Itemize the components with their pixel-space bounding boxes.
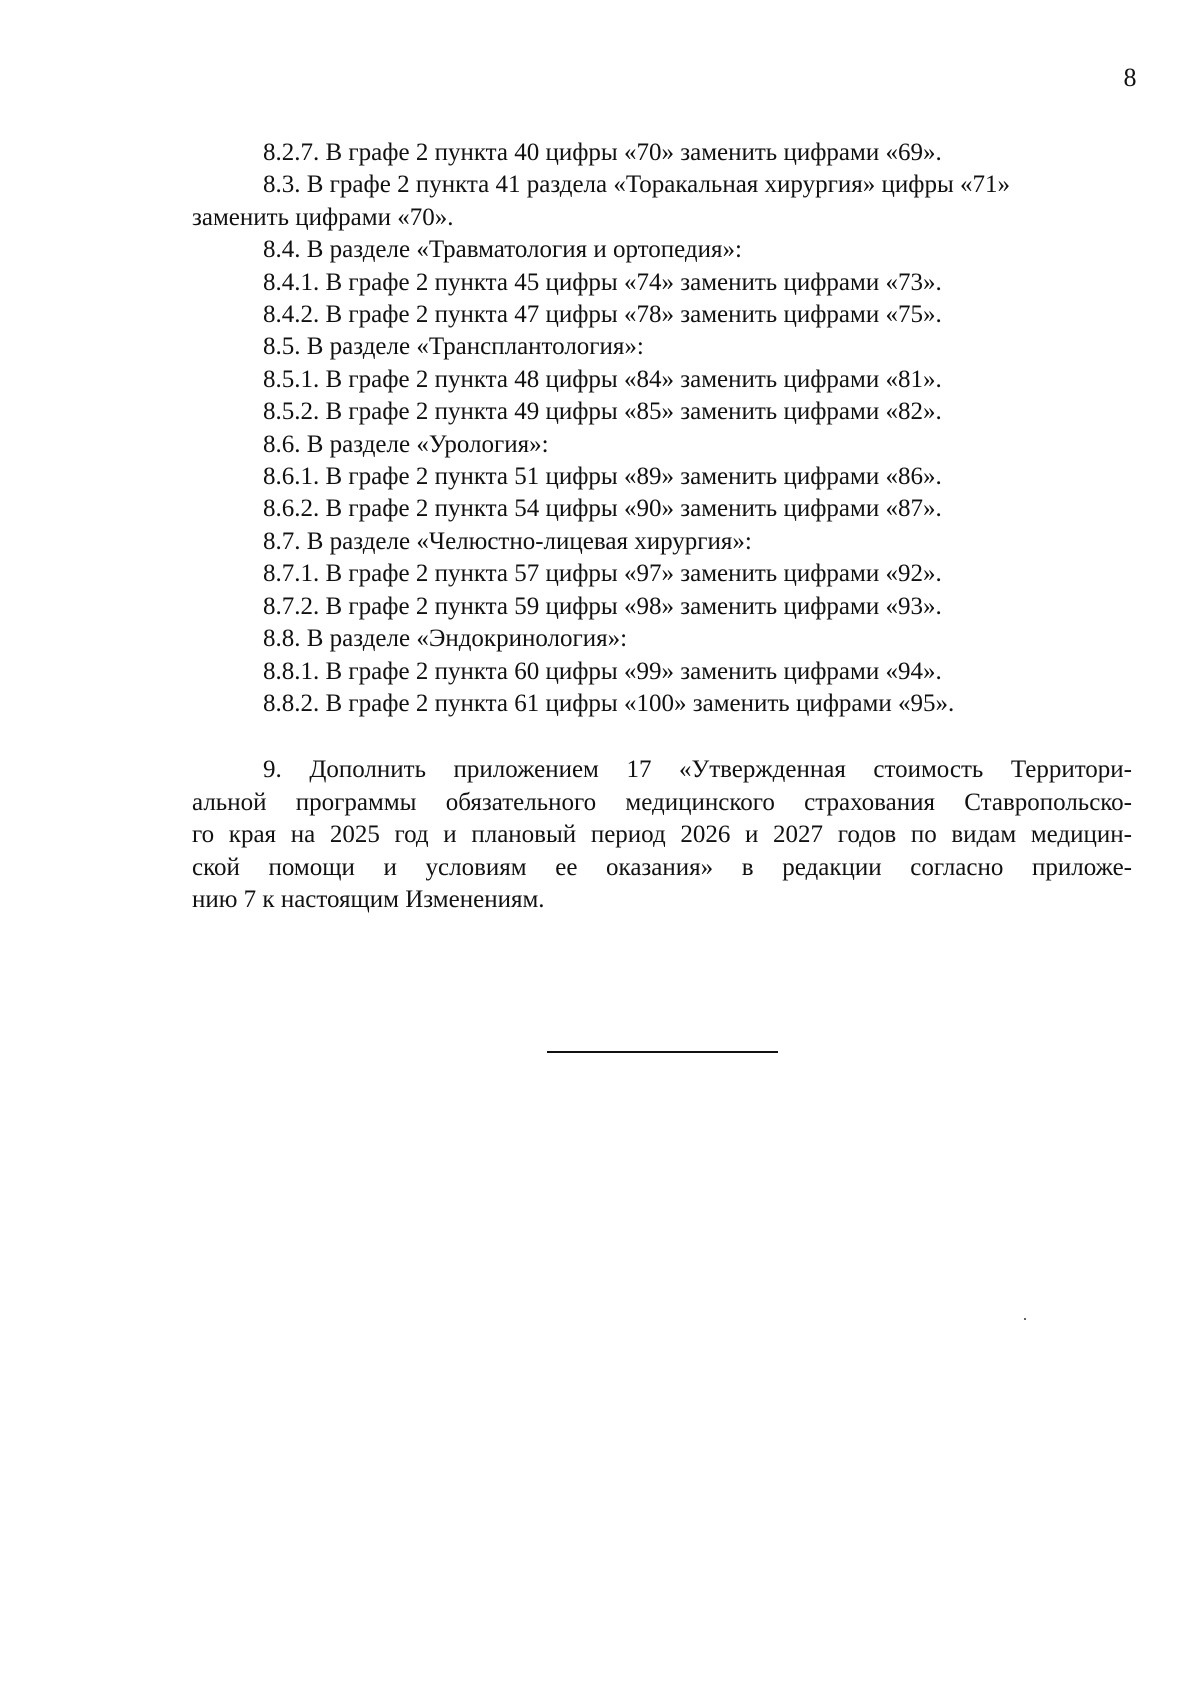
clause-8-7-heading: 8.7. В разделе «Челюстно-лицевая хирургия»: bbox=[263, 527, 752, 555]
clause-9-paragraph bbox=[192, 754, 1132, 916]
clause-8-5-heading: 8.5. В разделе «Трансплантология»: bbox=[263, 333, 644, 361]
document-body bbox=[192, 137, 1132, 916]
clause-8-4-2: 8.4.2. В графе 2 пункта 47 цифры «78» заменить цифрами «75». bbox=[263, 301, 942, 329]
clause-8-7-1: 8.7.1. В графе 2 пункта 57 цифры «97» заменить цифрами «92». bbox=[263, 560, 942, 588]
clause-9-line-3: го края на 2025 год и плановый период 2026 и 2027 годов по видам медицин- bbox=[192, 821, 1132, 849]
clause-9-line-1: 9. Дополнить приложением 17 «Утвержденная стоимость Территори- bbox=[263, 756, 1132, 784]
clause-8-4-heading: 8.4. В разделе «Травматология и ортопедия»: bbox=[263, 236, 742, 264]
clause-8-3-line-1: 8.3. В графе 2 пункта 41 раздела «Торакальная хирургия» цифры «71» bbox=[263, 171, 1010, 199]
scan-artifact-dot bbox=[1024, 1318, 1026, 1320]
clause-8-5-2: 8.5.2. В графе 2 пункта 49 цифры «85» заменить цифрами «82». bbox=[263, 398, 942, 426]
clause-8-7-2: 8.7.2. В графе 2 пункта 59 цифры «98» заменить цифрами «93». bbox=[263, 592, 942, 620]
clause-8-6-heading: 8.6. В разделе «Урология»: bbox=[263, 430, 549, 458]
clause-8-8-2: 8.8.2. В графе 2 пункта 61 цифры «100» заменить цифрами «95». bbox=[263, 689, 955, 717]
clause-8-8-1: 8.8.1. В графе 2 пункта 60 цифры «99» заменить цифрами «94». bbox=[263, 657, 942, 685]
clause-8-8-heading: 8.8. В разделе «Эндокринология»: bbox=[263, 625, 628, 653]
clause-9-line-5: нию 7 к настоящим Изменениям. bbox=[192, 885, 545, 913]
clause-8-4-1: 8.4.1. В графе 2 пункта 45 цифры «74» заменить цифрами «73». bbox=[263, 268, 942, 296]
clause-8-3-line-2: заменить цифрами «70». bbox=[192, 203, 454, 231]
clause-8-5-1: 8.5.1. В графе 2 пункта 48 цифры «84» заменить цифрами «81». bbox=[263, 365, 942, 393]
page-number: 8 bbox=[1123, 63, 1137, 92]
clause-9-line-4: ской помощи и условиям ее оказания» в редакции согласно приложе- bbox=[192, 853, 1132, 881]
clause-8-6-1: 8.6.1. В графе 2 пункта 51 цифры «89» заменить цифрами «86». bbox=[263, 463, 942, 491]
clause-8-6-2: 8.6.2. В графе 2 пункта 54 цифры «90» заменить цифрами «87». bbox=[263, 495, 942, 523]
closing-divider-line bbox=[547, 1051, 778, 1053]
clause-9-line-2: альной программы обязательного медицинского страхования Ставропольско- bbox=[192, 788, 1132, 816]
clause-8-2-7: 8.2.7. В графе 2 пункта 40 цифры «70» заменить цифрами «69». bbox=[263, 139, 942, 166]
